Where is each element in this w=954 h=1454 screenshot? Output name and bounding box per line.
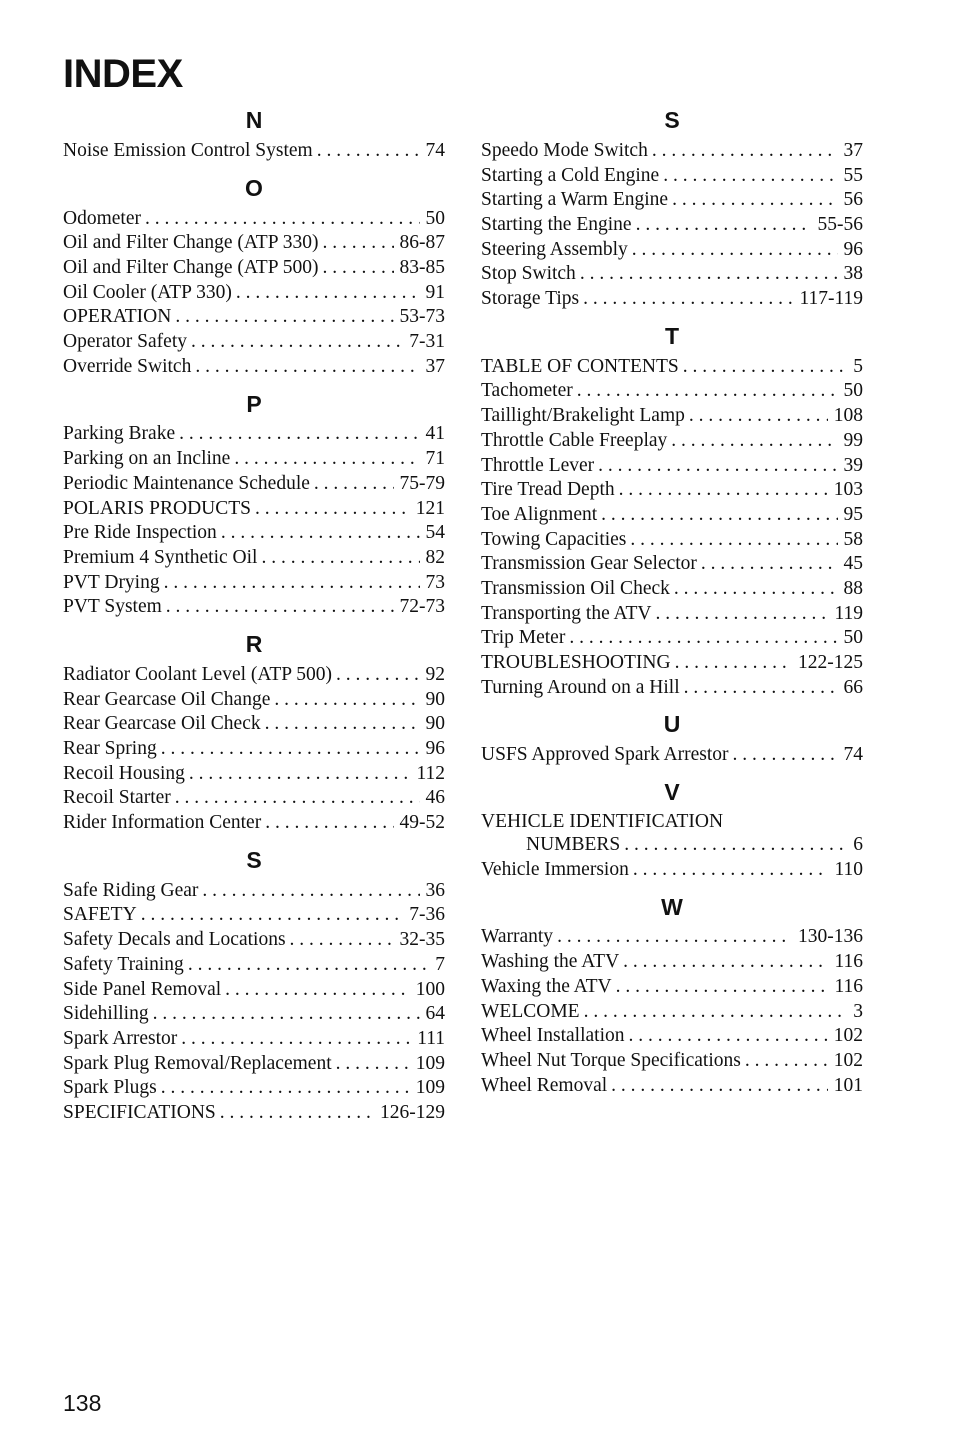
index-section (63, 844, 445, 1126)
entry-topic: Towing Capacities (481, 528, 627, 550)
index-section (481, 320, 863, 701)
index-entry (63, 953, 445, 978)
entry-topic: Tachometer (481, 380, 573, 402)
entry-topic: Waxing the ATV (481, 975, 612, 997)
entry-page: 109 (415, 1077, 445, 1099)
dot-leader (185, 762, 411, 787)
entry-topic: SAFETY (63, 904, 137, 926)
entry-page: 71 (425, 448, 445, 470)
entry-page: 96 (425, 738, 445, 760)
index-entry (481, 1000, 863, 1025)
index-entry (63, 330, 445, 355)
dot-leader (729, 743, 838, 768)
entry-page: 83-85 (399, 257, 445, 279)
index-entry (481, 651, 863, 676)
index-entry (63, 355, 445, 380)
entry-topic: Spark Arrestor (63, 1027, 178, 1049)
dot-leader (160, 571, 420, 596)
entry-page: 50 (843, 380, 863, 402)
entry-topic: Side Panel Removal (63, 978, 222, 1000)
index-entry (481, 1024, 863, 1049)
entry-topic: Transmission Gear Selector (481, 553, 697, 575)
entry-page: 103 (833, 479, 863, 501)
entry-page: 91 (425, 281, 445, 303)
entry-topic: Transmission Oil Check (481, 577, 670, 599)
entry-page: 75-79 (399, 472, 445, 494)
entry-topic: TROUBLESHOOTING (481, 652, 671, 674)
dot-leader (565, 626, 837, 651)
index-section (481, 708, 863, 768)
dot-leader (619, 950, 828, 975)
entry-page: 37 (843, 139, 863, 161)
dot-leader (580, 1000, 848, 1025)
entry-topic: WELCOME (481, 1000, 580, 1022)
entry-page: 95 (843, 503, 863, 525)
entry-topic: Premium 4 Synthetic Oil (63, 546, 258, 568)
entry-topic: Turning Around on a Hill (481, 676, 680, 698)
entry-page: 108 (833, 405, 863, 427)
entry-page: 49-52 (399, 812, 445, 834)
dot-leader (171, 305, 393, 330)
entry-topic: Toe Alignment (481, 503, 598, 525)
entry-topic: TABLE OF CONTENTS (481, 355, 679, 377)
entry-topic: Transporting the ATV (481, 602, 652, 624)
entry-topic: Rear Gearcase Oil Change (63, 688, 271, 710)
entry-topic: Safe Riding Gear (63, 879, 199, 901)
index-entry (481, 833, 863, 858)
entry-topic: Starting a Warm Engine (481, 189, 669, 211)
index-entry (481, 552, 863, 577)
dot-leader (187, 330, 403, 355)
index-section (481, 104, 863, 312)
entry-topic: Warranty (481, 926, 554, 948)
index-entry (481, 926, 863, 951)
dot-leader (597, 503, 837, 528)
dot-leader (553, 926, 792, 951)
entry-page: 126-129 (380, 1101, 445, 1123)
index-entry (63, 928, 445, 953)
entry-page: 96 (843, 238, 863, 260)
dot-leader (261, 712, 420, 737)
dot-leader (615, 478, 828, 503)
dot-leader (313, 139, 420, 164)
index-entry (63, 231, 445, 256)
entry-page: 58 (843, 528, 863, 550)
entry-topic: POLARIS PRODUCTS (63, 497, 252, 519)
dot-leader (659, 164, 837, 189)
index-entry (481, 528, 863, 553)
index-entry (63, 688, 445, 713)
entry-topic: Rider Information Center (63, 812, 262, 834)
entry-topic: PVT System (63, 596, 162, 618)
page-title: INDEX (63, 52, 183, 96)
dot-leader (576, 262, 838, 287)
dot-leader (177, 1027, 411, 1052)
entry-topic: Parking on an Incline (63, 448, 231, 470)
index-entry (63, 737, 445, 762)
entry-page: 116 (834, 951, 863, 973)
entry-topic: Starting the Engine (481, 214, 632, 236)
entry-page: 99 (843, 429, 863, 451)
dot-leader (221, 978, 410, 1003)
entry-page: 72-73 (399, 596, 445, 618)
entry-page: 7-31 (409, 331, 445, 353)
entry-topic: Trip Meter (481, 627, 566, 649)
dot-leader (332, 1052, 410, 1077)
dot-leader (157, 1076, 410, 1101)
dot-leader (679, 355, 847, 380)
entry-page: 90 (425, 688, 445, 710)
entry-topic: Odometer (63, 207, 141, 229)
index-entry (63, 762, 445, 787)
index-entry-first-line: VEHICLE IDENTIFICATION (481, 811, 724, 833)
entry-topic: Safety Training (63, 953, 184, 975)
index-entry (63, 904, 445, 929)
entry-topic: Rear Gearcase Oil Check (63, 713, 261, 735)
dot-leader (332, 663, 420, 688)
index-column-left (63, 104, 445, 1126)
index-section (481, 891, 863, 1099)
index-entry (63, 1101, 445, 1126)
entry-topic: USFS Approved Spark Arrestor (481, 744, 729, 766)
index-entry (63, 447, 445, 472)
entry-page: 82 (425, 546, 445, 568)
entry-topic: Safety Decals and Locations (63, 929, 286, 951)
section-letter: O (245, 174, 263, 201)
dot-leader (620, 833, 847, 858)
dot-leader (594, 454, 837, 479)
index-entry (63, 811, 445, 836)
index-entry (481, 1049, 863, 1074)
index-section (63, 388, 445, 621)
entry-page: 53-73 (399, 306, 445, 328)
entry-topic: PVT Drying (63, 571, 160, 593)
entry-topic: Recoil Housing (63, 762, 185, 784)
index-entry (481, 287, 863, 312)
index-entry (481, 975, 863, 1000)
entry-topic: Periodic Maintenance Schedule (63, 472, 310, 494)
index-entry (63, 595, 445, 620)
entry-page: 45 (843, 553, 863, 575)
entry-page: 122-125 (798, 652, 863, 674)
dot-leader (137, 904, 404, 929)
entry-page: 39 (843, 454, 863, 476)
entry-page: 50 (425, 207, 445, 229)
index-entry (63, 281, 445, 306)
index-column-right (481, 104, 863, 1098)
entry-topic: Spark Plugs (63, 1077, 157, 1099)
section-letter: T (664, 322, 680, 349)
dot-leader (668, 188, 837, 213)
dot-leader (157, 737, 420, 762)
entry-page: 64 (425, 1003, 445, 1025)
dot-leader (261, 811, 393, 836)
index-entry (481, 238, 863, 263)
dot-leader (612, 975, 829, 1000)
dot-leader (629, 858, 829, 883)
index-entry (481, 478, 863, 503)
entry-topic: Override Switch (63, 355, 192, 377)
index-entry (63, 786, 445, 811)
dot-leader (310, 472, 394, 497)
index-entry (481, 743, 863, 768)
dot-leader (257, 546, 419, 571)
index-entry (63, 256, 445, 281)
dot-leader (680, 676, 838, 701)
entry-page: 54 (425, 522, 445, 544)
entry-topic: Noise Emission Control System (63, 139, 313, 161)
entry-topic: Rear Spring (63, 738, 157, 760)
dot-leader (741, 1049, 828, 1074)
index-entry (481, 950, 863, 975)
section-letter: N (245, 107, 263, 133)
entry-page: 119 (834, 602, 863, 624)
section-letter: P (246, 390, 262, 417)
entry-topic: OPERATION (63, 306, 172, 328)
index-entry (481, 355, 863, 380)
entry-topic: Starting a Cold Engine (481, 164, 660, 186)
index-entry (481, 503, 863, 528)
entry-page: 37 (425, 355, 445, 377)
dot-leader (270, 688, 419, 713)
dot-leader (191, 355, 419, 380)
index-section (63, 104, 445, 164)
entry-page: 130-136 (798, 926, 863, 948)
entry-page: 7-36 (409, 904, 445, 926)
index-entry (481, 164, 863, 189)
dot-leader (141, 207, 420, 232)
entry-topic: Stop Switch (481, 263, 576, 285)
section-letter: S (664, 107, 680, 133)
index-entry (481, 429, 863, 454)
entry-topic: Tire Tread Depth (481, 479, 615, 501)
entry-page: 102 (833, 1025, 863, 1047)
index-entry (63, 879, 445, 904)
index-entry (63, 497, 445, 522)
dot-leader (651, 602, 828, 627)
page-number: 138 (63, 1390, 102, 1416)
dot-leader (318, 256, 393, 281)
entry-topic: Wheel Removal (481, 1074, 608, 1096)
entry-topic: Steering Assembly (481, 238, 628, 260)
section-letter: R (245, 631, 263, 657)
entry-page: 66 (843, 676, 863, 698)
dot-leader (217, 521, 420, 546)
entry-page: 74 (425, 139, 445, 161)
entry-page: 73 (425, 571, 445, 593)
index-entry (481, 380, 863, 405)
entry-page: 117-119 (799, 288, 863, 310)
index-entry (481, 602, 863, 627)
index-entry (63, 472, 445, 497)
index-entry (63, 546, 445, 571)
dot-leader (628, 238, 838, 263)
entry-page: 74 (843, 744, 863, 766)
entry-topic: Oil and Filter Change (ATP 500) (63, 257, 319, 279)
section-letter: U (663, 711, 681, 738)
entry-topic: Washing the ATV (481, 951, 620, 973)
index-entry (63, 663, 445, 688)
entry-page: 6 (853, 834, 863, 856)
index-entry (481, 454, 863, 479)
section-letter: V (664, 779, 680, 806)
entry-page: 110 (834, 858, 863, 880)
dot-leader (149, 1002, 420, 1027)
section-letter: S (246, 846, 262, 873)
dot-leader (625, 1024, 828, 1049)
index-entry (481, 626, 863, 651)
section-letter: W (661, 893, 683, 920)
entry-topic: Operator Safety (63, 331, 187, 353)
index-entry (481, 188, 863, 213)
entry-page: 109 (415, 1052, 445, 1074)
entry-page: 100 (415, 978, 445, 1000)
dot-leader (648, 139, 838, 164)
entry-page: 111 (417, 1027, 445, 1049)
entry-page: 102 (833, 1049, 863, 1071)
entry-topic: SPECIFICATIONS (63, 1101, 216, 1123)
dot-leader (175, 423, 419, 448)
index-entry (481, 139, 863, 164)
dot-leader (671, 651, 792, 676)
dot-leader (230, 447, 419, 472)
entry-topic: Pre Ride Inspection (63, 522, 217, 544)
dot-leader (670, 577, 838, 602)
index-entry (63, 207, 445, 232)
dot-leader (685, 404, 828, 429)
entry-page: 55 (843, 164, 863, 186)
index-entry (63, 978, 445, 1003)
dot-leader (579, 287, 793, 312)
entry-page: 55-56 (817, 214, 863, 236)
entry-topic: Vehicle Immersion (481, 858, 629, 880)
index-section (481, 776, 863, 882)
entry-topic: Sidehilling (63, 1003, 149, 1025)
index-entry (63, 1002, 445, 1027)
dot-leader (232, 281, 420, 306)
dot-leader (626, 528, 837, 553)
index-entry (63, 1076, 445, 1101)
entry-topic: Wheel Nut Torque Specifications (481, 1049, 741, 1071)
dot-leader (216, 1101, 374, 1126)
entry-page: 116 (834, 975, 863, 997)
dot-leader (697, 552, 838, 577)
index-entry (63, 1027, 445, 1052)
entry-page: 36 (425, 879, 445, 901)
entry-page: 86-87 (399, 232, 445, 254)
index-entry (63, 139, 445, 164)
index-entry (63, 521, 445, 546)
entry-page: 32-35 (399, 929, 445, 951)
entry-topic: Recoil Starter (63, 787, 171, 809)
index-entry (63, 712, 445, 737)
index-entry (63, 571, 445, 596)
index-entry (481, 1074, 863, 1099)
entry-page: 5 (853, 355, 863, 377)
entry-page: 7 (435, 953, 445, 975)
entry-page: 3 (853, 1000, 863, 1022)
entry-page: 46 (425, 787, 445, 809)
dot-leader (184, 953, 429, 978)
entry-topic: Spark Plug Removal/Replacement (63, 1052, 332, 1074)
index-entry (481, 404, 863, 429)
entry-topic: Radiator Coolant Level (ATP 500) (63, 663, 332, 685)
index-entry (481, 676, 863, 701)
dot-leader (573, 380, 838, 405)
entry-page: 101 (833, 1074, 863, 1096)
dot-leader (607, 1074, 828, 1099)
dot-leader (198, 879, 419, 904)
entry-page: 50 (843, 627, 863, 649)
entry-topic: Storage Tips (481, 288, 580, 310)
index-entry (63, 1052, 445, 1077)
entry-page: 41 (425, 423, 445, 445)
entry-page: 92 (425, 663, 445, 685)
entry-topic: Oil Cooler (ATP 330) (63, 281, 232, 303)
dot-leader (251, 497, 410, 522)
entry-page: 112 (416, 762, 445, 784)
dot-leader (318, 231, 393, 256)
entry-page: 38 (843, 263, 863, 285)
entry-topic: Throttle Cable Freeplay (481, 429, 668, 451)
entry-topic: Parking Brake (63, 423, 176, 445)
index-section (63, 172, 445, 380)
entry-page: 90 (425, 713, 445, 735)
index-entry (481, 262, 863, 287)
index-entry (481, 858, 863, 883)
entry-page: 121 (415, 497, 445, 519)
entry-topic: Wheel Installation (481, 1025, 625, 1047)
dot-leader (632, 213, 812, 238)
entry-page: 88 (843, 577, 863, 599)
entry-page: 56 (843, 189, 863, 211)
index-entry (63, 423, 445, 448)
entry-topic: Throttle Lever (481, 454, 595, 476)
dot-leader (286, 928, 394, 953)
entry-topic: Taillight/Brakelight Lamp (481, 405, 685, 427)
index-entry (481, 213, 863, 238)
dot-leader (667, 429, 837, 454)
dot-leader (162, 595, 394, 620)
entry-topic: Speedo Mode Switch (481, 139, 648, 161)
entry-topic: Oil and Filter Change (ATP 330) (63, 232, 319, 254)
index-entry (63, 305, 445, 330)
entry-topic: NUMBERS (526, 834, 621, 856)
index-entry (481, 577, 863, 602)
index-section (63, 628, 445, 836)
dot-leader (171, 786, 420, 811)
